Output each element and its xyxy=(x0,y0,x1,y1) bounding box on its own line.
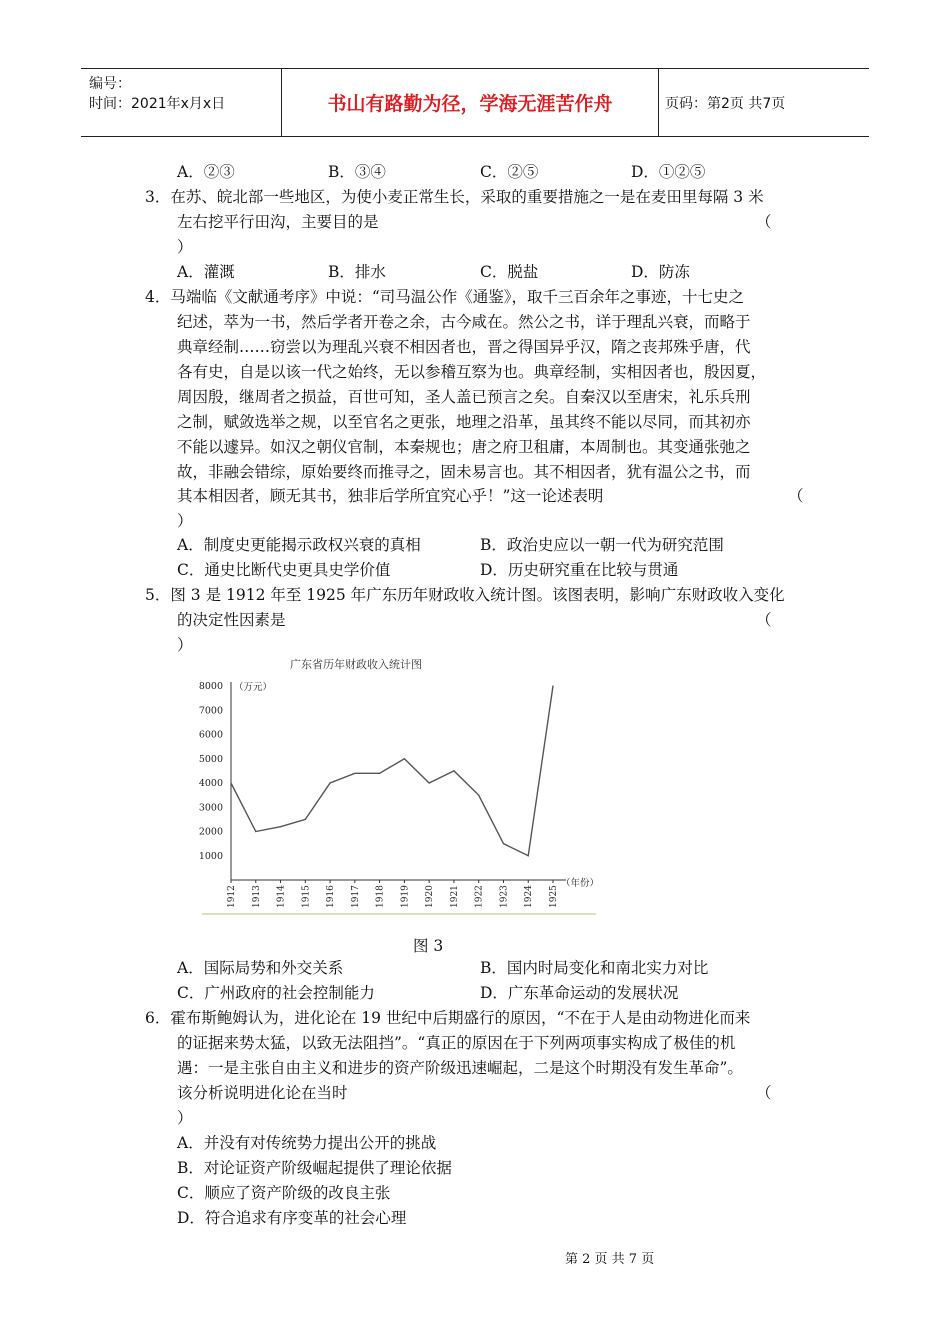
q6-line-4: 该分析说明进化论在当时 xyxy=(177,1084,348,1102)
motto: 书山有路勤为径，学海无涯苦作舟 xyxy=(282,69,659,136)
q3-bracket-open: （ xyxy=(756,213,772,231)
q6-option-b: B．对论证资产阶级崛起提供了理论依据 xyxy=(177,1159,452,1177)
q4-line-8: 故，非融会错综，原始要终而推寻之，固未易言也。其不相因者，犹有温公之书，而 xyxy=(177,463,751,481)
x-tick-label: 1913 xyxy=(251,885,262,908)
q4-line-2: 纪述，萃为一书，然后学者开卷之余，古今咸在。然公之书，详于理乱兴衰，而略于 xyxy=(177,313,751,331)
x-tick-label: 1924 xyxy=(524,885,535,908)
q5-bracket-close: ） xyxy=(177,636,193,654)
q5-option-a: A．国际局势和外交关系 xyxy=(177,959,344,977)
page-code: 页码：第2页 共7页 xyxy=(665,95,786,112)
q5-option-b: B．国内时局变化和南北实力对比 xyxy=(480,959,709,977)
q4-line-5: 周因殷，继周者之损益，百世可知，圣人盖已预言之矣。自秦汉以至唐宋，礼乐兵刑 xyxy=(177,388,751,406)
q6-option-a: A．并没有对传统势力提出公开的挑战 xyxy=(177,1134,437,1152)
q3-bracket-close: ） xyxy=(177,238,193,256)
chart-title: 广东省历年财政收入统计图 xyxy=(290,658,422,671)
q4-option-b: B．政治史应以一朝一代为研究范围 xyxy=(480,536,724,554)
page-footer: 第 2 页 共 7 页 xyxy=(565,1252,655,1267)
y-tick-label: 7000 xyxy=(198,705,223,717)
y-tick-label: 3000 xyxy=(198,802,223,814)
q4-line-4: 各有史，自是以该一代之始终，无以参稽互察为也。典章经制，实相因者也，殷因夏， xyxy=(177,363,767,381)
q2-option-c: C．②⑤ xyxy=(480,163,539,181)
x-tick-label: 1922 xyxy=(474,885,485,908)
q2-option-a: A．②③ xyxy=(177,163,235,181)
q3-option-d: D．防冻 xyxy=(631,263,690,281)
q3-option-b: B．排水 xyxy=(328,263,386,281)
x-tick-label: 1925 xyxy=(549,885,559,908)
chart-x-unit-label: （年份） xyxy=(561,878,600,889)
q4-line-7: 不能以遽异。如汉之朝仪官制，本秦规也；唐之府卫租庸，本周制也。其变通张弛之 xyxy=(177,438,751,456)
x-tick-label: 1917 xyxy=(350,885,361,908)
x-tick-label: 1918 xyxy=(375,885,386,908)
q3-option-a: A．灌溉 xyxy=(177,263,235,281)
q6-line-3: 遇：一是主张自由主义和进步的资产阶级迅速崛起，二是这个时期没有发生革命”。 xyxy=(177,1059,743,1077)
y-tick-label: 4000 xyxy=(198,778,223,789)
q4-bracket-open: （ xyxy=(788,487,804,505)
q6-line-1: 6．霍布斯鲍姆认为，进化论在 19 世纪中后期盛行的原因，“不在于人是由动物进化而来 xyxy=(145,1009,751,1027)
q4-line-6: 之制，赋敛选举之规，以至官名之更张，地理之沿革，虽其终不能以尽同，而其初亦 xyxy=(177,413,751,431)
q5-bracket-open: （ xyxy=(756,611,772,629)
x-tick-label: 1920 xyxy=(425,885,436,908)
q5-line-1: 5．图 3 是 1912 年至 1925 年广东历年财政收入统计图。该图表明，影响广东财政收入变化 xyxy=(145,586,785,604)
q2-option-b: B．③④ xyxy=(328,163,386,181)
q4-option-d: D．历史研究重在比较与贯通 xyxy=(480,561,679,579)
x-tick-label: 1912 xyxy=(227,885,237,908)
x-tick-label: 1919 xyxy=(400,885,411,908)
y-tick-label: 1000 xyxy=(198,850,223,862)
q5-line-2: 的决定性因素是 xyxy=(177,611,286,629)
q4-option-a: A．制度史更能揭示政权兴衰的真相 xyxy=(177,536,421,554)
time-label: 时间：2021年x月x日 xyxy=(89,96,226,112)
y-tick-label: 6000 xyxy=(198,729,223,741)
q4-line-3: 典章经制……窃尝以为理乱兴衰不相因者也，晋之得国异乎汉，隋之丧邦殊乎唐，代 xyxy=(177,338,751,356)
chart-series-line xyxy=(231,686,553,856)
serial-label: 编号： xyxy=(89,76,131,92)
q4-option-c: C．通史比断代史更具史学价值 xyxy=(177,561,391,579)
q2-option-d: D．①②⑤ xyxy=(631,163,706,181)
q4-line-1: 4．马端临《文献通考序》中说：“司马温公作《通鉴》，取千三百余年之事迹，十七史之 xyxy=(145,288,745,306)
q6-line-2: 的证据来势太猛，以致无法阻挡”。“真正的原因在于下列两项事实构成了极佳的机 xyxy=(177,1034,736,1052)
x-tick-label: 1921 xyxy=(449,885,460,908)
q6-option-d: D．符合追求有序变革的社会心理 xyxy=(177,1209,407,1227)
q6-option-c: C．顺应了资产阶级的改良主张 xyxy=(177,1184,391,1202)
q6-bracket-open: （ xyxy=(756,1084,772,1102)
q4-line-9: 其本相因者，顾无其书，独非后学所宜究心乎！”这一论述表明 xyxy=(177,487,604,505)
x-tick-label: 1915 xyxy=(301,885,312,908)
q3-line-1: 3．在苏、皖北部一些地区，为使小麦正常生长，采取的重要措施之一是在麦田里每隔 3 米 xyxy=(145,188,764,206)
q3-line-2: 左右挖平行田沟，主要目的是 xyxy=(177,213,379,231)
y-tick-label: 8000 xyxy=(198,681,223,692)
header-meta xyxy=(81,69,282,136)
x-tick-label: 1916 xyxy=(326,885,337,908)
y-tick-label: 5000 xyxy=(198,753,223,765)
q5-option-d: D．广东革命运动的发展状况 xyxy=(480,984,679,1002)
page-header xyxy=(81,68,869,137)
x-tick-label: 1914 xyxy=(276,885,287,908)
q6-bracket-close: ） xyxy=(177,1109,193,1127)
chart-y-unit-label: （万元） xyxy=(234,682,273,693)
x-tick-label: 1923 xyxy=(499,885,510,908)
q3-option-c: C．脱盐 xyxy=(480,263,539,281)
revenue-line-chart xyxy=(196,650,616,920)
q5-option-c: C．广州政府的社会控制能力 xyxy=(177,984,375,1002)
y-tick-label: 2000 xyxy=(198,826,223,838)
figure-caption: 图 3 xyxy=(413,937,444,955)
q4-bracket-close: ） xyxy=(177,512,193,530)
